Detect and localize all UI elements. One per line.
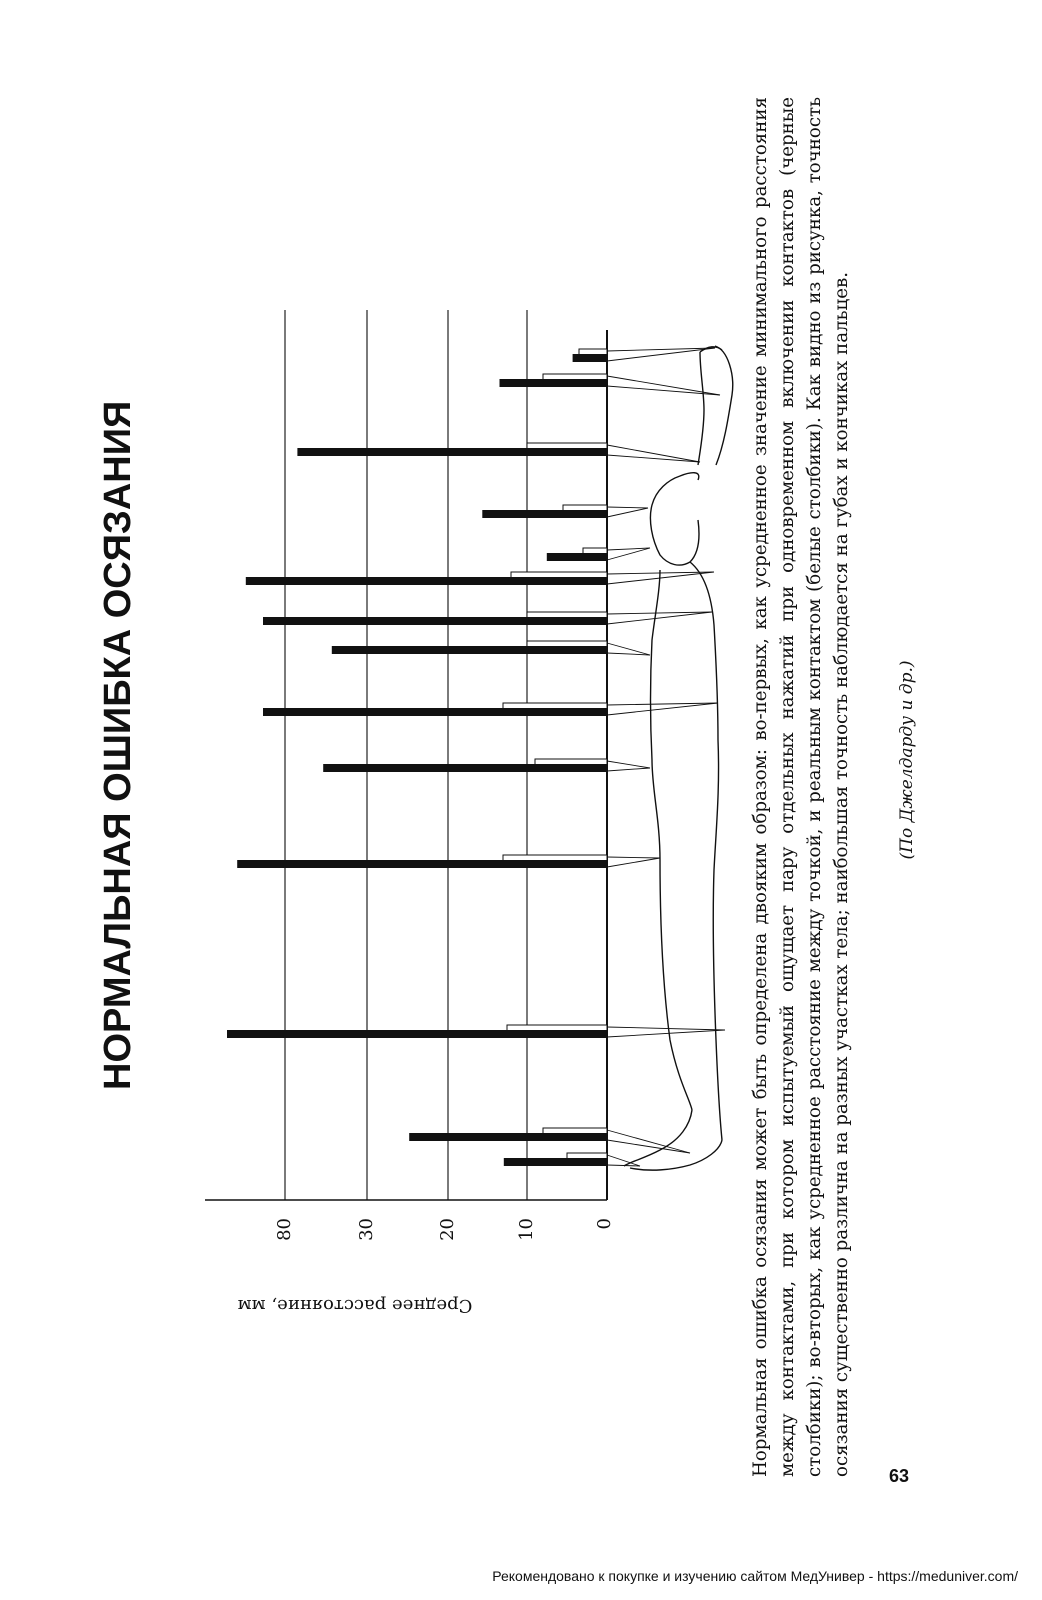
connector-line	[607, 1165, 640, 1166]
bar-black	[547, 553, 607, 561]
bar-black	[409, 1133, 607, 1141]
bar-black	[227, 1030, 607, 1038]
figure-caption	[747, 97, 887, 1477]
bar-black	[573, 354, 607, 362]
figure-outline	[713, 740, 722, 1140]
bar-black	[237, 860, 607, 868]
tick-label: 20	[437, 1218, 458, 1241]
figure-outline	[690, 562, 718, 740]
chart-ticks	[274, 1218, 615, 1241]
connector-line	[607, 858, 660, 867]
bar-black	[332, 646, 607, 654]
connector-line	[607, 857, 660, 858]
bar-black	[263, 708, 607, 716]
bar-black	[246, 577, 607, 585]
figure-outline	[650, 473, 699, 565]
figure-outline	[651, 570, 661, 760]
figure-outline	[715, 346, 733, 465]
figure-outline	[630, 1140, 722, 1170]
connector-line	[607, 761, 650, 768]
connector-line	[607, 508, 648, 517]
connector-line	[607, 1027, 725, 1030]
connector-line	[607, 507, 648, 508]
connector-line	[607, 455, 700, 462]
footer-text: Рекомендовано к покупке и изучению сайтом МедУнивер - https://meduniver.com/	[492, 1568, 1018, 1584]
bar-black	[297, 448, 607, 456]
bar-black	[323, 764, 607, 772]
page-number: 63	[888, 1466, 910, 1486]
caption-text: Нормальная ошибка осязания может быть определена двояким образом: во-первых, как усредненное значение минимального расстояния между контактами, при котором испытуемый ощущает пару отдельных нажатий при одновременном включении контактов (черные столбики); во-вторых, как усредненное расстояние между точкой, и реальным контактом (белые столбики). Как видно из рисунка, точность осязания существенно различна на разных участках тела; наибольшая точность наблюдается на губах и кончиках пальцев.	[750, 97, 852, 1477]
connector-line	[607, 1030, 725, 1037]
bar-black	[263, 617, 607, 625]
figure-outline	[698, 352, 704, 465]
tick-label: 0	[594, 1218, 615, 1230]
bar-black	[500, 379, 608, 387]
tick-label: 80	[274, 1218, 295, 1241]
tick-label: 10	[516, 1218, 537, 1241]
chart-ylabel: Среднее расстояние, мм	[237, 1295, 473, 1316]
figure-source: (По Джелдарду и др.)	[897, 660, 917, 860]
connector-line	[607, 445, 700, 462]
connector-line	[607, 768, 650, 771]
bar-black	[504, 1158, 607, 1166]
tick-label: 30	[356, 1218, 377, 1241]
bar-black	[482, 510, 607, 518]
figure-outline	[652, 760, 692, 1110]
human-figure-illustration	[607, 346, 733, 1170]
page-title: НОРМАЛЬНАЯ ОШИБКА ОСЯЗАНИЯ	[97, 400, 139, 1090]
chart-bars	[227, 349, 607, 1166]
